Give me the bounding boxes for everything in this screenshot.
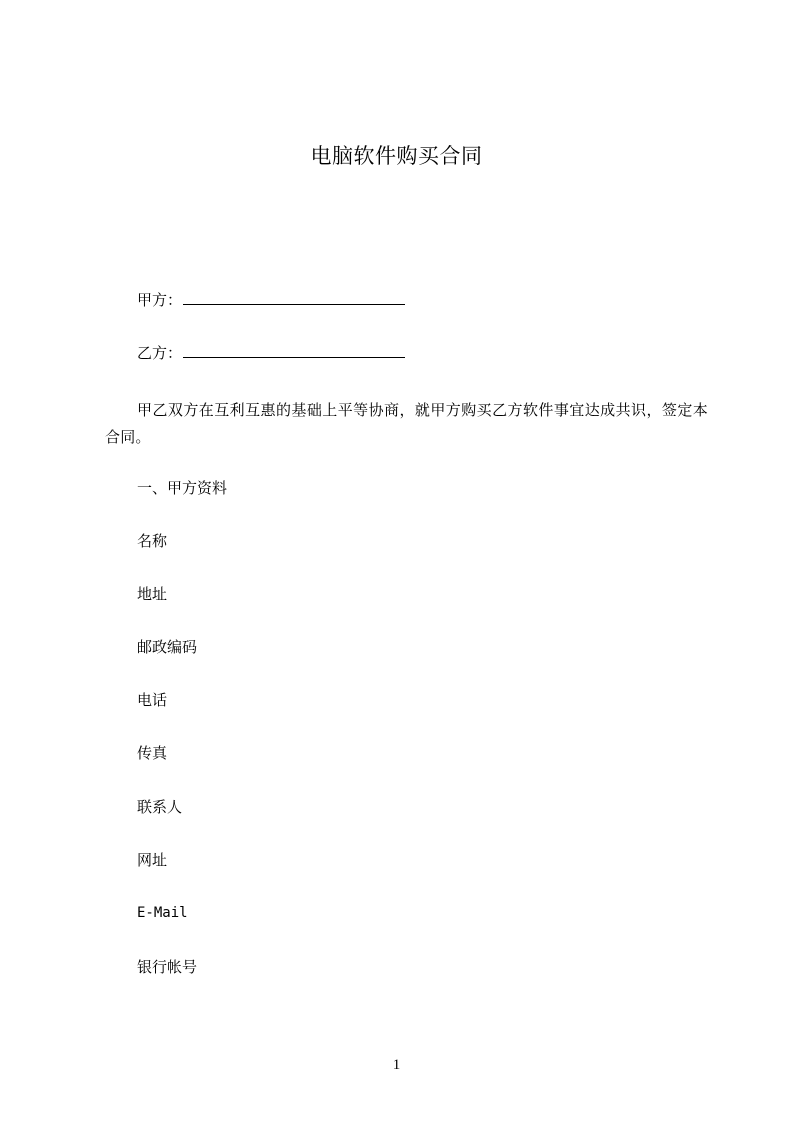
- party-a-label: 甲方：: [137, 291, 183, 309]
- field-contact: 联系人: [137, 798, 183, 816]
- page-number: 1: [392, 1057, 401, 1073]
- field-address: 地址: [137, 585, 168, 603]
- party-b-label: 乙方：: [137, 344, 183, 362]
- field-fax: 传真: [137, 744, 168, 762]
- intro-paragraph: 甲乙双方在互利互惠的基础上平等协商，就甲方购买乙方软件事宜达成共识，签定本合同。: [105, 401, 708, 446]
- party-b-line: [137, 343, 405, 363]
- party-a-blank: [183, 292, 405, 305]
- document-title: 电脑软件购买合同: [310, 144, 483, 168]
- field-website: 网址: [137, 851, 168, 869]
- field-bank-account: 银行帐号: [137, 958, 198, 976]
- field-postal-code: 邮政编码: [137, 638, 198, 656]
- party-a-line: [137, 290, 405, 310]
- party-b-blank: [183, 345, 405, 358]
- field-email: E-Mail: [137, 905, 188, 921]
- field-phone: 电话: [137, 691, 168, 709]
- field-name: 名称: [137, 532, 168, 550]
- section-1-heading: 一、甲方资料: [137, 479, 228, 497]
